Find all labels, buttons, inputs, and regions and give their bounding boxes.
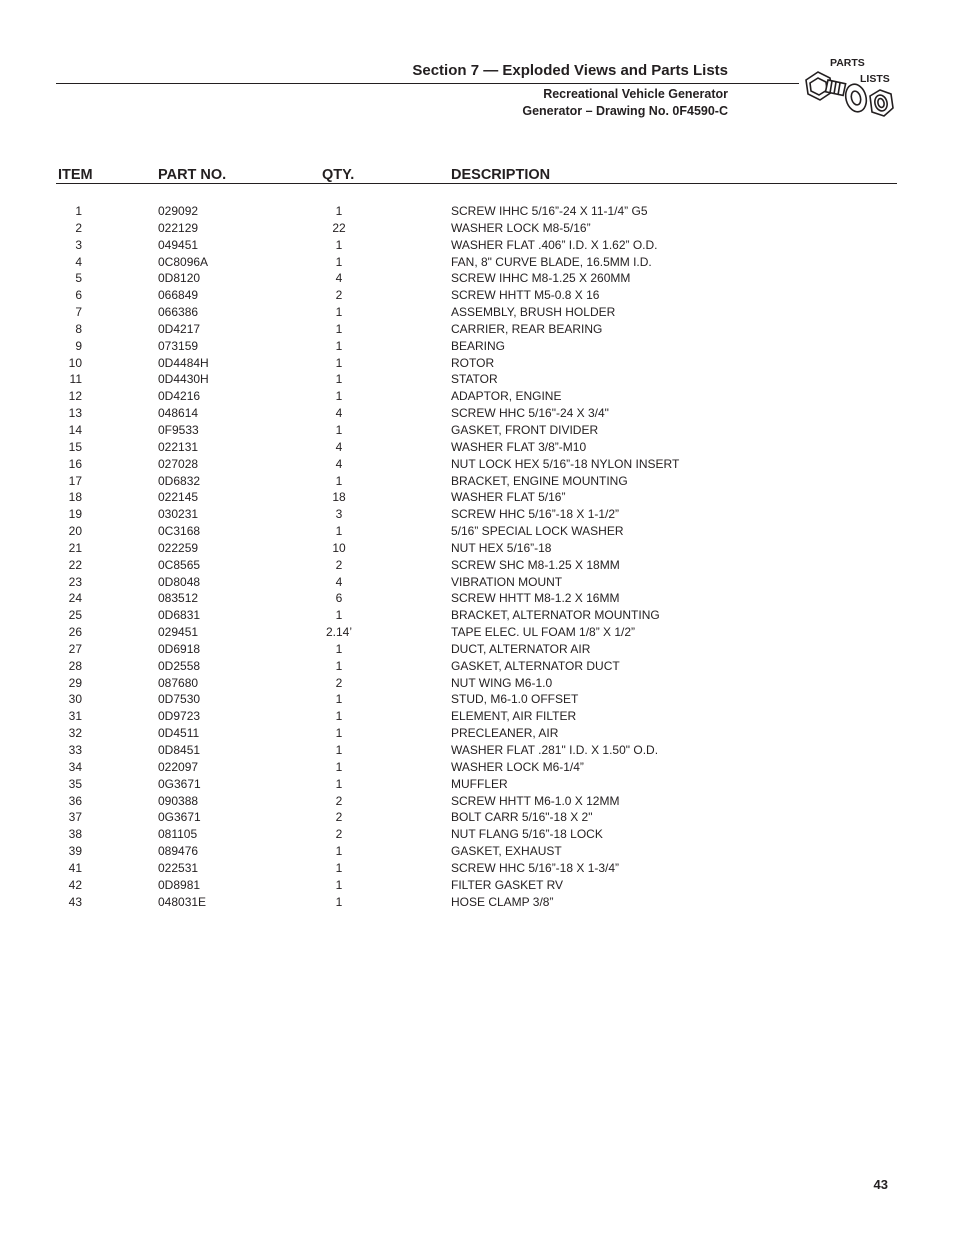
table-row [0, 541, 954, 558]
table-row [0, 810, 954, 827]
part-number: 083512 [158, 591, 199, 606]
item-number: 39 [68, 844, 82, 859]
item-number: 6 [75, 288, 82, 303]
description: WASHER FLAT .406” I.D. X 1.62” O.D. [451, 237, 658, 252]
description: FILTER GASKET RV [451, 877, 564, 892]
part-number: 027028 [158, 456, 199, 471]
item-number: 17 [68, 473, 82, 488]
description: MUFFLER [451, 776, 508, 791]
item-number: 26 [68, 625, 82, 640]
table-row [0, 709, 954, 726]
part-number: 0F9533 [158, 422, 199, 437]
table-row [0, 861, 954, 878]
quantity: 1 [335, 524, 343, 539]
logo-text-lists: LISTS [860, 73, 890, 85]
part-number: 073159 [158, 338, 199, 353]
item-number: 12 [68, 389, 82, 404]
description: STUD, M6-1.0 OFFSET [451, 692, 579, 707]
item-number: 13 [68, 406, 82, 421]
part-number: 030231 [158, 507, 199, 522]
description: SCREW SHC M8-1.25 X 18MM [451, 557, 620, 572]
table-row [0, 507, 954, 524]
part-number: 0D8120 [158, 271, 201, 286]
part-number: 0C8096A [158, 254, 209, 269]
part-number: 081105 [158, 827, 198, 842]
table-row [0, 204, 954, 221]
description: WASHER FLAT .281" I.D. X 1.50" O.D. [451, 743, 659, 757]
item-number: 34 [68, 759, 82, 774]
description: ASSEMBLY, BRUSH HOLDER [451, 305, 616, 320]
quantity: 1 [335, 355, 343, 370]
quantity: 4 [335, 406, 343, 421]
quantity: 1 [335, 776, 343, 791]
table-row [0, 322, 954, 339]
description: SCREW HHC 5/16"-24 X 3/4" [451, 406, 609, 421]
item-number: 32 [68, 726, 82, 741]
table-row [0, 794, 954, 811]
quantity: 4 [335, 271, 343, 286]
quantity: 2 [335, 288, 343, 303]
table-row [0, 288, 954, 305]
item-number: 11 [69, 372, 82, 387]
logo-text-parts: PARTS [830, 57, 865, 69]
column-header-qty: QTY. [322, 167, 355, 183]
description: NUT HEX 5/16”-18 [451, 540, 552, 555]
table-row [0, 827, 954, 844]
item-number: 31 [68, 709, 82, 724]
description: CARRIER, REAR BEARING [451, 321, 603, 336]
table-row [0, 271, 954, 288]
quantity: 4 [335, 439, 343, 454]
quantity: 1 [335, 608, 343, 623]
item-number: 33 [68, 743, 82, 757]
quantity: 1 [335, 389, 343, 404]
part-number: 0D7530 [158, 692, 201, 707]
quantity: 1 [335, 422, 343, 437]
description: ELEMENT, AIR FILTER [451, 709, 577, 724]
quantity: 10 [332, 540, 346, 555]
item-number: 20 [68, 524, 82, 539]
item-number: 21 [68, 540, 82, 555]
quantity: 2 [335, 675, 343, 690]
part-number: 0D8451 [158, 743, 201, 757]
part-number: 0D6832 [158, 473, 201, 488]
table-row [0, 221, 954, 238]
description: FAN, 8" CURVE BLADE, 16.5MM I.D. [451, 254, 652, 269]
description: SCREW IHHC 5/16”-24 X 11-1/4” G5 [451, 204, 648, 218]
table-row [0, 305, 954, 322]
parts-lists-logo [800, 56, 900, 128]
item-number: 9 [75, 338, 82, 353]
part-number: 048031E [158, 894, 207, 909]
description: SCREW HHTT M6-1.0 X 12MM [451, 793, 620, 808]
part-number: 022259 [158, 540, 199, 555]
table-row [0, 895, 954, 912]
part-number: 0D2558 [158, 658, 201, 673]
part-number: 0D6918 [158, 641, 201, 656]
part-number: 0D4216 [158, 389, 201, 404]
quantity: 2 [335, 810, 343, 825]
header-divider [56, 83, 799, 84]
table-row [0, 238, 954, 255]
part-number: 022131 [158, 439, 199, 454]
item-number: 41 [68, 860, 82, 875]
table-row [0, 558, 954, 575]
description: SCREW HHTT M5-0.8 X 16 [451, 288, 600, 303]
table-row [0, 878, 954, 895]
part-number: 0C8565 [158, 557, 201, 572]
quantity: 18 [332, 490, 346, 505]
quantity: 1 [335, 641, 343, 656]
part-number: 0C3168 [158, 524, 201, 539]
table-row [0, 692, 954, 709]
item-number: 29 [68, 675, 82, 690]
quantity: 22 [332, 220, 346, 235]
part-number: 022097 [158, 759, 199, 774]
description: GASKET, FRONT DIVIDER [451, 422, 599, 437]
quantity: 1 [335, 877, 343, 892]
item-number: 5 [75, 271, 82, 286]
document-subtitle: Recreational Vehicle Generator [543, 87, 728, 101]
description: HOSE CLAMP 3/8” [451, 894, 554, 909]
table-row [0, 726, 954, 743]
item-number: 28 [68, 658, 82, 673]
description: 5/16” SPECIAL LOCK WASHER [451, 524, 624, 539]
quantity: 1 [335, 338, 343, 353]
part-number: 029451 [158, 625, 199, 640]
part-number: 089476 [158, 844, 199, 859]
table-row [0, 423, 954, 440]
quantity: 1 [335, 709, 343, 724]
part-number: 0D9723 [158, 709, 201, 724]
parts-table [0, 204, 954, 911]
table-row [0, 490, 954, 507]
table-row [0, 255, 954, 272]
description: GASKET, EXHAUST [451, 844, 562, 859]
table-row [0, 676, 954, 693]
item-number: 24 [68, 591, 82, 606]
item-number: 19 [68, 507, 82, 522]
quantity: 1 [335, 860, 343, 875]
quantity: 2 [335, 557, 343, 572]
table-row [0, 440, 954, 457]
quantity: 3 [335, 507, 343, 522]
item-number: 4 [75, 254, 82, 269]
part-number: 0D8048 [158, 574, 201, 589]
description: GASKET, ALTERNATOR DUCT [451, 658, 620, 673]
section-title: Section 7 — Exploded Views and Parts Lists [412, 62, 728, 79]
part-number: 0D4217 [158, 321, 201, 336]
item-number: 42 [68, 877, 82, 892]
table-row [0, 524, 954, 541]
item-number: 36 [68, 793, 82, 808]
item-number: 23 [68, 574, 82, 589]
column-header-item: ITEM [58, 167, 93, 183]
description: ROTOR [451, 355, 495, 370]
part-number: 0G3671 [158, 810, 201, 825]
description: STATOR [451, 372, 498, 387]
table-row [0, 406, 954, 423]
column-header-part-no: PART NO. [158, 167, 227, 183]
drawing-number: Generator – Drawing No. 0F4590-C [522, 104, 728, 118]
quantity: 1 [335, 254, 343, 269]
table-row [0, 457, 954, 474]
description: BRACKET, ALTERNATOR MOUNTING [451, 608, 660, 623]
quantity: 6 [335, 591, 343, 606]
quantity: 1 [335, 305, 343, 320]
item-number: 25 [68, 608, 82, 623]
description: WASHER FLAT 5/16” [451, 490, 566, 505]
part-number: 0D4430H [158, 372, 209, 387]
item-number: 43 [68, 894, 82, 909]
part-number: 022129 [158, 220, 199, 235]
quantity: 4 [335, 456, 343, 471]
item-number: 37 [68, 810, 82, 825]
description: NUT LOCK HEX 5/16”-18 NYLON INSERT [451, 456, 680, 471]
part-number: 090388 [158, 793, 199, 808]
description: SCREW HHC 5/16”-18 X 1-3/4” [451, 860, 620, 875]
quantity: 1 [335, 894, 343, 909]
quantity: 2 [335, 793, 343, 808]
table-row [0, 389, 954, 406]
quantity: 1 [335, 844, 343, 859]
table-row [0, 659, 954, 676]
item-number: 14 [68, 422, 82, 437]
item-number: 22 [68, 557, 82, 572]
part-number: 066386 [158, 305, 199, 320]
table-row [0, 777, 954, 794]
item-number: 7 [75, 305, 82, 320]
table-row [0, 743, 954, 760]
quantity: 1 [335, 743, 343, 757]
description: VIBRATION MOUNT [451, 574, 563, 589]
part-number: 0D8981 [158, 877, 201, 892]
item-number: 38 [68, 827, 82, 842]
table-row [0, 608, 954, 625]
table-row [0, 591, 954, 608]
description: BOLT CARR 5/16"-18 X 2" [451, 810, 593, 825]
quantity: 1 [335, 692, 343, 707]
item-number: 16 [68, 456, 82, 471]
quantity: 1 [335, 473, 343, 488]
description: BEARING [451, 338, 506, 353]
page-number: 43 [873, 1177, 888, 1192]
description: SCREW IHHC M8-1.25 X 260MM [451, 271, 631, 286]
part-number: 0D4511 [158, 726, 200, 741]
description: WASHER FLAT 3/8”-M10 [451, 439, 587, 454]
table-row [0, 356, 954, 373]
description: ADAPTOR, ENGINE [451, 389, 562, 404]
item-number: 35 [68, 776, 82, 791]
column-header-description: DESCRIPTION [451, 167, 551, 183]
description: WASHER LOCK M6-1/4” [451, 759, 584, 774]
quantity: 1 [335, 759, 343, 774]
item-number: 27 [68, 641, 82, 656]
table-row [0, 372, 954, 389]
description: NUT WING M6-1.0 [451, 675, 553, 690]
part-number: 048614 [158, 406, 199, 421]
item-number: 15 [68, 439, 82, 454]
description: TAPE ELEC. UL FOAM 1/8” X 1/2” [451, 625, 636, 640]
item-number: 18 [68, 490, 82, 505]
part-number: 066849 [158, 288, 199, 303]
item-number: 1 [75, 204, 82, 218]
description: NUT FLANG 5/16”-18 LOCK [451, 827, 603, 842]
table-row [0, 474, 954, 491]
table-row [0, 575, 954, 592]
table-row [0, 642, 954, 659]
table-row [0, 760, 954, 777]
quantity: 1 [335, 204, 343, 218]
part-number: 029092 [158, 204, 199, 218]
description: SCREW HHC 5/16”-18 X 1-1/2” [451, 507, 620, 522]
part-number: 022531 [158, 860, 199, 875]
description: PRECLEANER, AIR [451, 726, 559, 741]
part-number: 049451 [158, 237, 199, 252]
table-row [0, 844, 954, 861]
item-number: 10 [68, 355, 82, 370]
part-number: 0G3671 [158, 776, 201, 791]
quantity: 1 [335, 237, 343, 252]
part-number: 022145 [158, 490, 199, 505]
quantity: 1 [335, 658, 343, 673]
item-number: 8 [75, 321, 82, 336]
quantity: 1 [335, 726, 343, 741]
part-number: 0D6831 [158, 608, 201, 623]
description: SCREW HHTT M8-1.2 X 16MM [451, 591, 620, 606]
column-header-divider [56, 183, 897, 184]
table-row [0, 625, 954, 642]
quantity: 2.14’ [325, 625, 353, 640]
item-number: 2 [75, 220, 82, 235]
quantity: 2 [335, 827, 343, 842]
quantity: 1 [335, 321, 343, 336]
part-number: 0D4484H [158, 355, 209, 370]
part-number: 087680 [158, 675, 199, 690]
item-number: 3 [75, 237, 82, 252]
description: DUCT, ALTERNATOR AIR [451, 641, 591, 656]
description: BRACKET, ENGINE MOUNTING [451, 473, 628, 488]
description: WASHER LOCK M8-5/16” [451, 220, 591, 235]
quantity: 1 [335, 372, 343, 387]
table-row [0, 339, 954, 356]
quantity: 4 [335, 574, 343, 589]
item-number: 30 [68, 692, 82, 707]
